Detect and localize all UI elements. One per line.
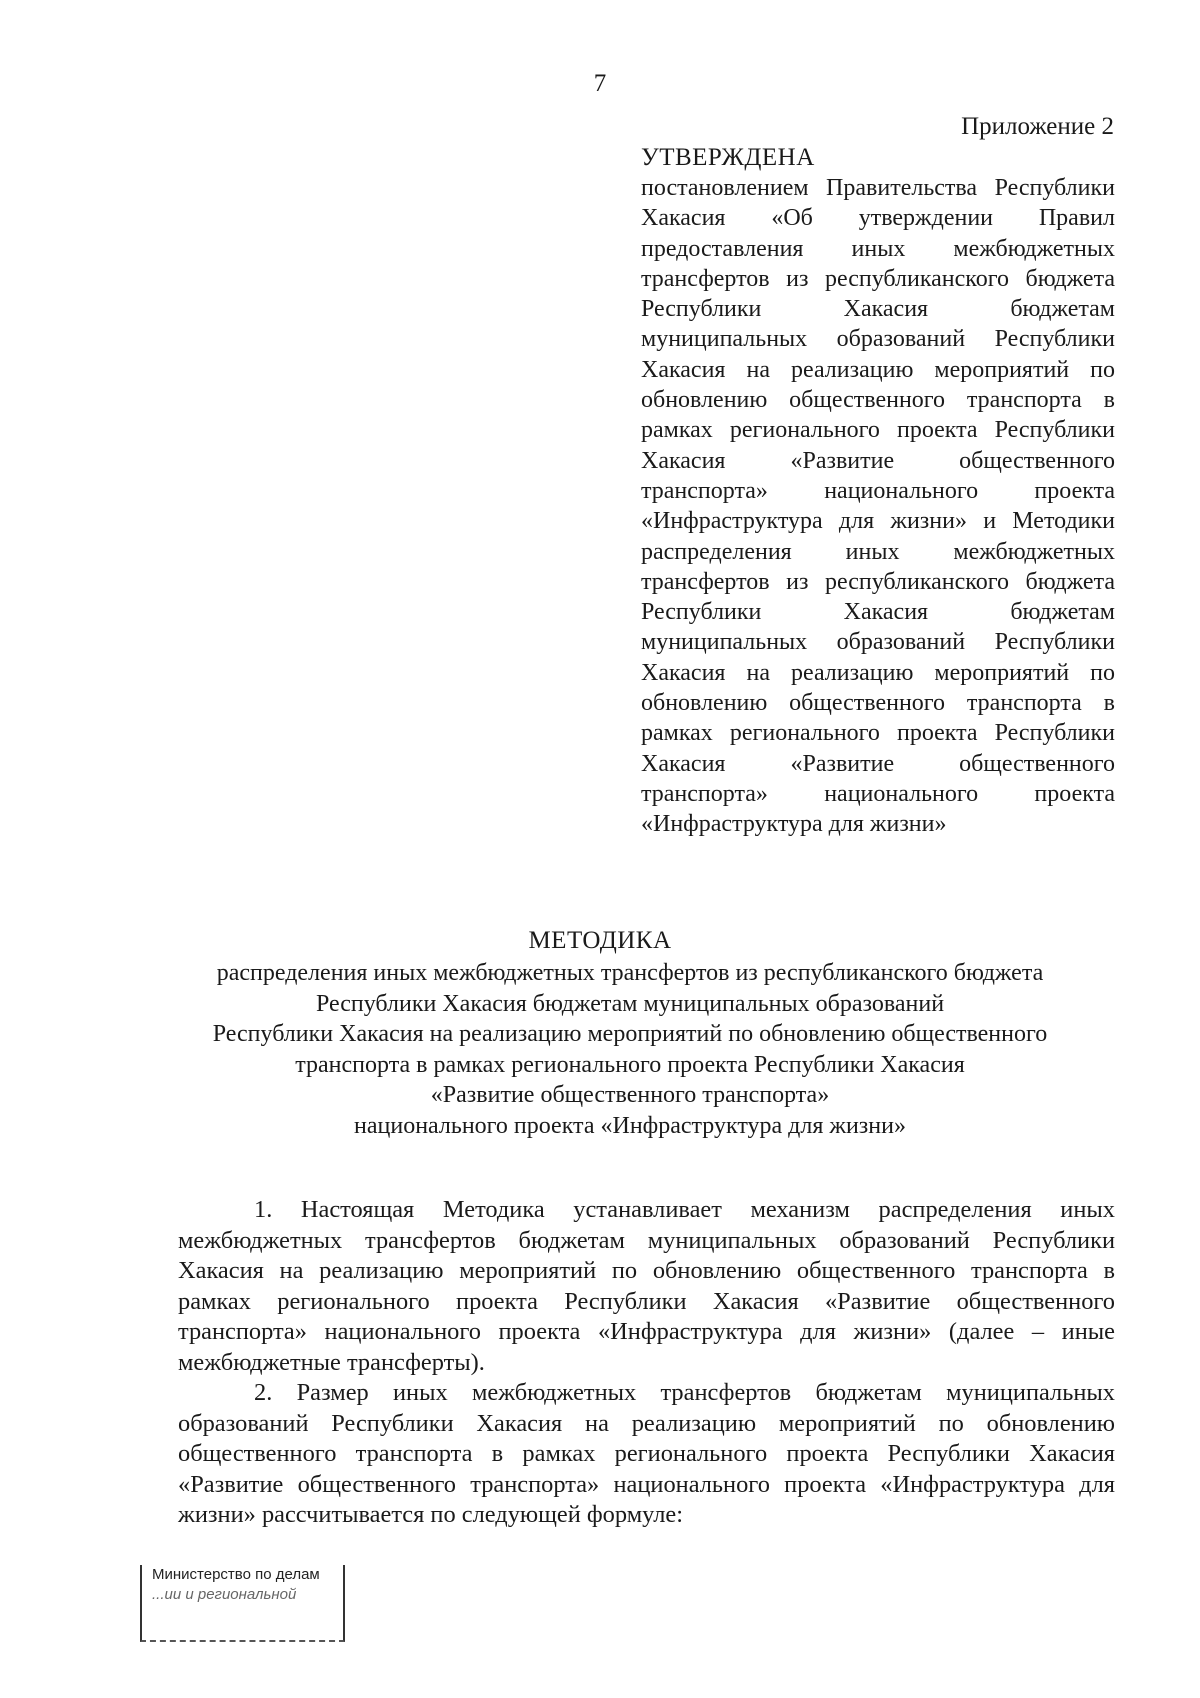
stamp-line-2: ...ии и региональной [152,1586,297,1603]
subtitle-line: транспорта в рамках регионального проекта Республики Хакасия [295,1051,965,1078]
paragraph-2: 2. Размер иных межбюджетных трансфертов бюджетам муниципальных образований Республики Хакасия на реализацию мероприятий по обновлению общественного транспорта в рамках регионального проекта Республики Хакасия «Развитие общественного транспорта» национального проекта «Инфраструктура для жизни» рассчитывается по следующей формуле: [178,1379,1115,1528]
subtitle-line: «Развитие общественного транспорта» [430,1082,830,1108]
approval-block [641,143,1115,840]
subtitle-line: распределения иных межбюджетных трансфертов из республиканского бюджета [216,960,1044,986]
approval-heading: УТВЕРЖДЕНА [641,144,815,171]
stamp-line-1: Министерство по делам [152,1566,320,1583]
subtitle-line: Республики Хакасия на реализацию мероприятий по обновлению общественного [212,1021,1048,1047]
ministry-stamp [140,1565,345,1642]
body-text [178,1195,1115,1531]
appendix-label: Приложение 2 [961,113,1114,140]
method-subtitle [150,958,1110,1141]
paragraph-1: 1. Настоящая Методика устанавливает механизм распределения иных межбюджетных трансфертов бюджетам муниципальных образований Республики Хакасия на реализацию мероприятий по обновлению общественного транспорта в рамках регионального проекта Республики Хакасия «Развитие общественного транспорта» национального проекта «Инфраструктура для жизни» (далее – иные межбюджетные трансферты). [178,1196,1115,1376]
method-title: МЕТОДИКА [528,927,672,954]
subtitle-line: Республики Хакасия бюджетам муниципальных образований [315,990,945,1017]
subtitle-line: национального проекта «Инфраструктура для жизни» [354,1112,906,1139]
approval-text: постановлением Правительства Республики Хакасия «Об утверждении Правил предоставления иных межбюджетных трансфертов из республиканского бюджета Республики Хакасия бюджетам муниципальных образований Республики Хакасия на реализацию мероприятий по обновлению общественного транспорта в рамках регионального проекта Республики Хакасия «Развитие общественного транспорта» национального проекта «Инфраструктура для жизни» и Методики распределения иных межбюджетных трансфертов из республиканского бюджета Республики Хакасия бюджетам муниципальных образований Республики Хакасия на реализацию мероприятий по обновлению общественного транспорта в рамках регионального проекта Республики Хакасия «Развитие общественного транспорта» национального проекта «Инфраструктура для жизни» [641,175,1115,838]
page-number: 7 [593,70,607,97]
